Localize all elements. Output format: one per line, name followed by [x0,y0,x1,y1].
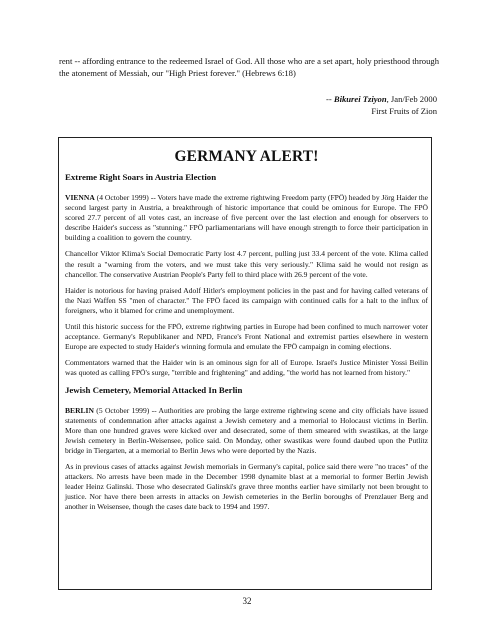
page-number: 32 [242,596,252,606]
article-paragraph [65,322,428,352]
section-heading-austria: Extreme Right Soars in Austria Election [65,172,217,182]
article-paragraph [65,249,428,279]
dateline: BERLIN [65,405,94,415]
alert-title: GERMANY ALERT! [174,148,319,165]
paragraph-text: Commentators warned that the Haider win is an ominous sign for all of Europe. Israel's Justice Minister Yossi Beilin was quoted as calling FPÖ's surge, "terrible and frightening" and adding, "the world has not learned from history." [65,358,428,378]
paragraph-text: Haider is notorious for having praised Adolf Hitler's employment policies in the past and for having called veterans of the Nazi Waffen SS "men of character." The FPÖ faced its campaign with continued calls for a halt to the influx of foreigners, who it blamed for crime and unemployment. [65,285,428,315]
paragraph-text: As in previous cases of attacks against Jewish memorials in Germany's capital, police said there were "no traces" of the attackers. No arrests have been made in the December 1998 dynamite blast at a memorial to former Berlin Jewish leader Heinz Galinski. Those who desecrated Galinski's grave three months earlier have similarly not been brought to justice. Nor have there been arrests in attacks on Jewish cemeteries in the Berlin boroughs of Prenzlauer Berg and another in Weisensee, though the cases date back to 1994 and 1997. [65,461,428,512]
section-heading-berlin: Jewish Cemetery, Memorial Attacked In Berlin [65,384,243,395]
article-paragraph [65,358,428,378]
paragraph-text: Until this historic success for the FPÖ, extreme rightwing parties in Europe had been confined to much narrower voter acceptance. Germany's Republikaner and NPD, France's Front National and extremist parties elsewhere in western Europe are expected to study Haider's winning formula and emulate the FPÖ campaign in coming elections. [65,322,428,352]
paragraph-text: (4 October 1999) -- Voters have made the extreme rightwing Freedom party (FPÖ) headed by Jörg Haider the second largest party in Austria, a breakthrough of historic importance that could be ominous for Europe. The FPÖ scored 27.7 percent of all votes cast, an increase of five percent over the last election and enough for observers to describe Haider's success as "stunning." FPÖ parliamentarians will have enough strength to force their participation in building a coalition to govern the country. [65,193,428,243]
paragraph-text: Chancellor Viktor Klima's Social Democratic Party lost 4.7 percent, pulling just 33.4 percent of the vote. Klima called the result a "warning from the voters, and we must take this very seriously." Klima said he would not resign as chancellor. The conservative Austrian People's Party fell to third place with 26.9 percent of the vote. [65,249,428,279]
attribution [237,93,437,117]
attribution-publication: First Fruits of Zion [371,106,437,116]
paragraph-text: (5 October 1999) -- Authorities are probing the large extreme rightwing scene and city officials have issued statements of condemnation after attacks against a Jewish cemetery and a memorial to Holocaust victims in Berlin. More than one hundred graves were kicked over and desecrated, some of them smeared with swastikas, at the large Jewish cemetery in Berlin-Weisensee, police said. On Monday, other swastikas were found daubed upon the Putlitz bridge in Tiergarten, at a memorial to Berlin Jews who were deported by the Nazis. [65,405,428,455]
attribution-date: , Jan/Feb 2000 [386,94,437,104]
article-paragraph [65,286,428,316]
attribution-prefix: -- [325,94,334,104]
intro-paragraph: rent -- affording entrance to the redeemed Israel of God. All those who are a set apart, holy priesthood through the atonement of Messiah, our "High Priest forever." (Hebrews 6:18) [59,56,439,79]
article-paragraph [65,462,428,512]
article-paragraph [65,193,428,243]
article-paragraph [65,406,428,456]
attribution-author: Bikurei Tziyon [333,94,387,104]
dateline: VIENNA [65,193,95,202]
attribution-line [237,93,437,105]
germany-alert-box [58,137,432,590]
